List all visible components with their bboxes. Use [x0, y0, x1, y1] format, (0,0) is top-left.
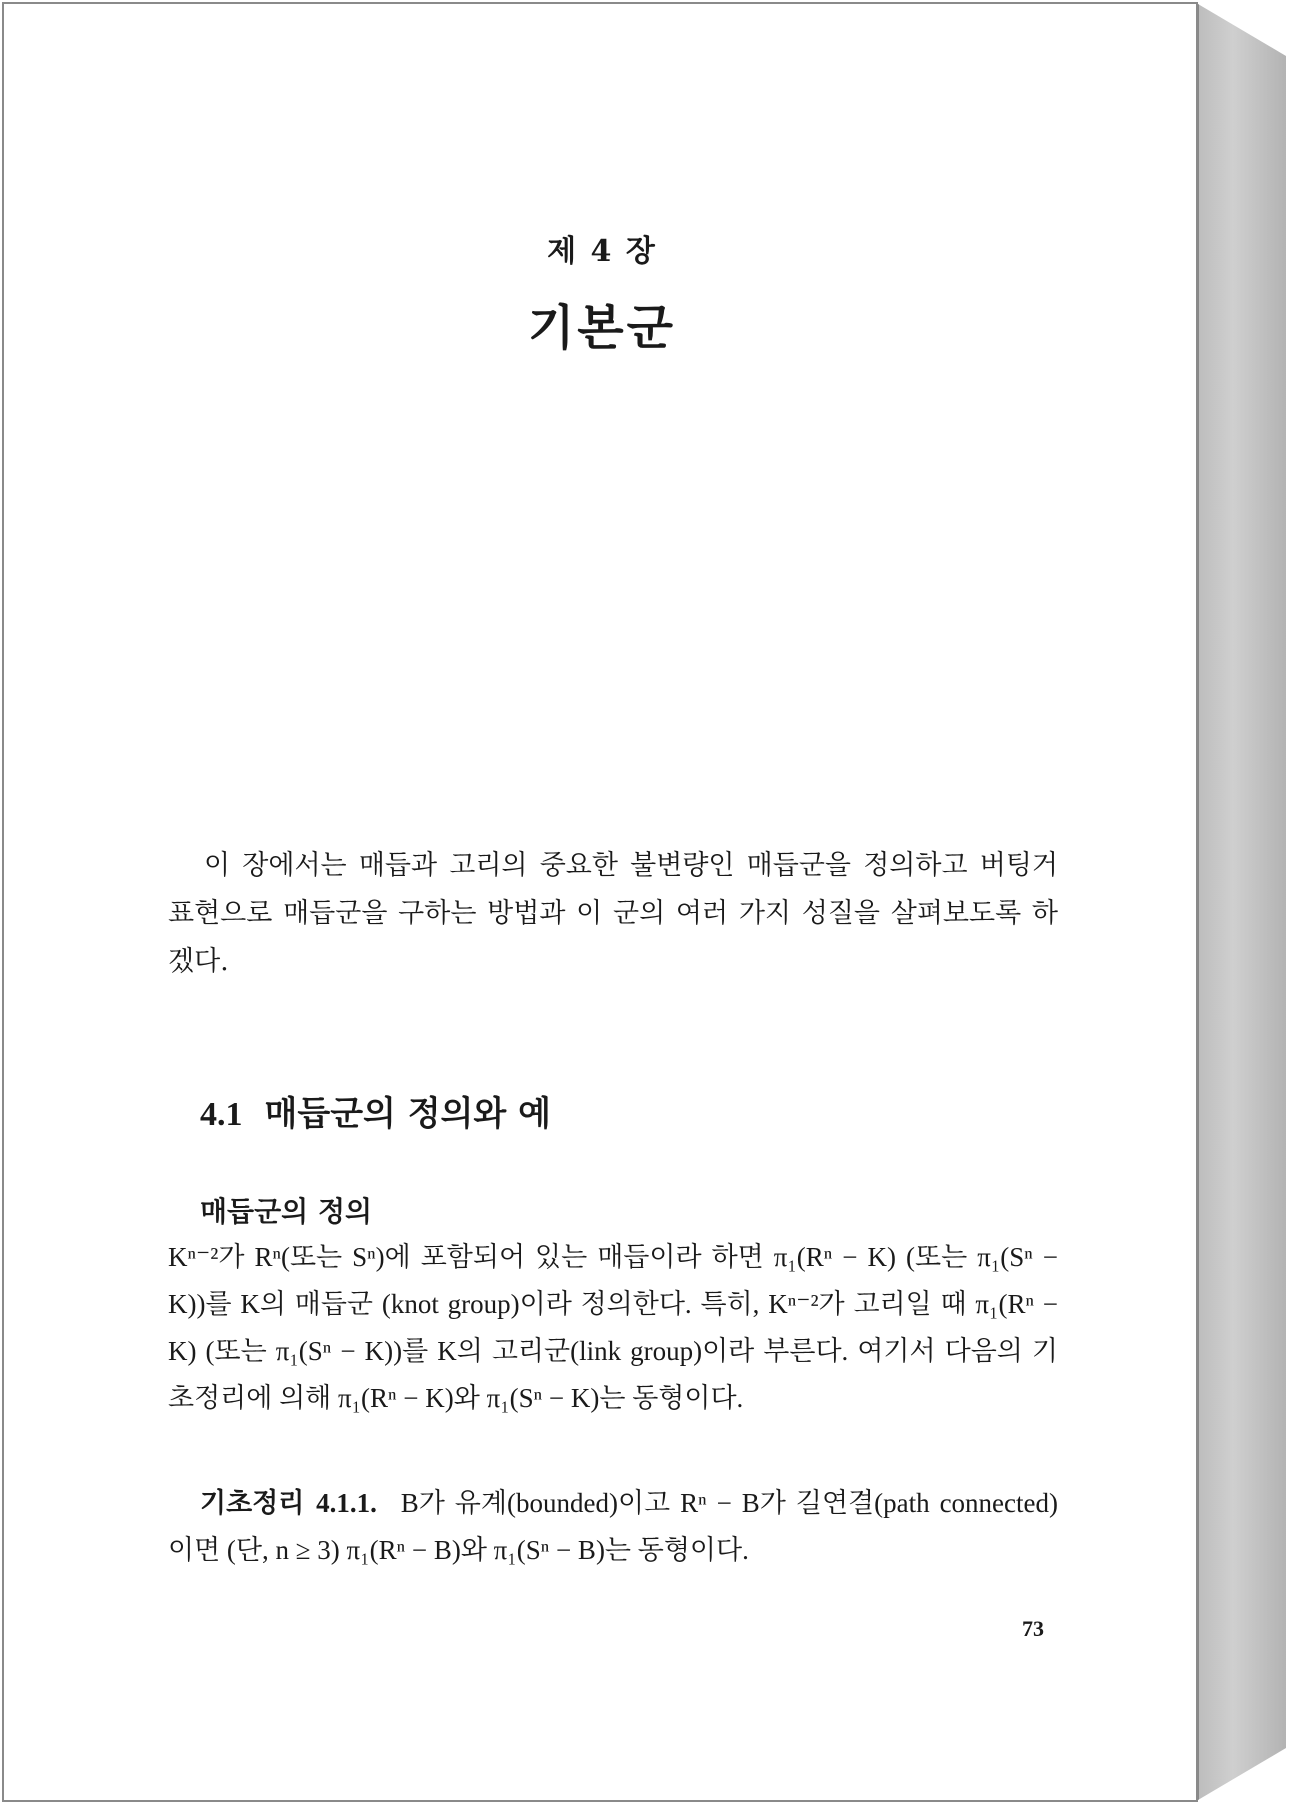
section-title: 매듭군의 정의와 예 [264, 1094, 551, 1134]
page-number: 73 [1022, 1616, 1044, 1641]
subsection-heading: 매듭군의 정의 [200, 1195, 373, 1228]
book-page [2, 2, 1198, 1802]
chapter-title: 기본군 [527, 300, 677, 356]
definition-paragraph [168, 1234, 1058, 1422]
theorem-number: 4.1.1. [316, 1488, 377, 1518]
intro-paragraph [168, 842, 1058, 986]
theorem-paragraph [168, 1480, 1058, 1574]
theorem-label: 기초정리 [200, 1488, 305, 1519]
chapter-label: 제 4 장 [547, 234, 657, 269]
theorem-text: B가 유계(bounded)이고 Rⁿ − B가 길연결(path connected)이면 (단, n ≥ 3) π₁(Rⁿ − B)와 π₁(Sⁿ − B)는 동형이다. [168, 1488, 1058, 1565]
section-heading [200, 1086, 551, 1135]
definition-text: Kⁿ⁻²가 Rⁿ(또는 Sⁿ)에 포함되어 있는 매듭이라 하면 π₁(Rⁿ − K) (또는 π₁(Sⁿ − K))를 K의 매듭군 (knot group)이라 정의한다. 특히, Kⁿ⁻²가 고리일 때 π₁(Rⁿ − K) (또는 π₁(Sⁿ − K))를 K의 고리군(link group)이라 부른다. 여기서 다음의 기초정리에 의해 π₁(Rⁿ − K)와 π₁(Sⁿ − K)는 동형이다. [168, 1242, 1058, 1413]
intro-text: 이 장에서는 매듭과 고리의 중요한 불변량인 매듭군을 정의하고 버팅거 표현으로 매듭군을 구하는 방법과 이 군의 여러 가지 성질을 살펴보도록 하겠다. [168, 850, 1058, 977]
book-page-edge [1198, 4, 1286, 1800]
section-number: 4.1 [200, 1096, 243, 1133]
